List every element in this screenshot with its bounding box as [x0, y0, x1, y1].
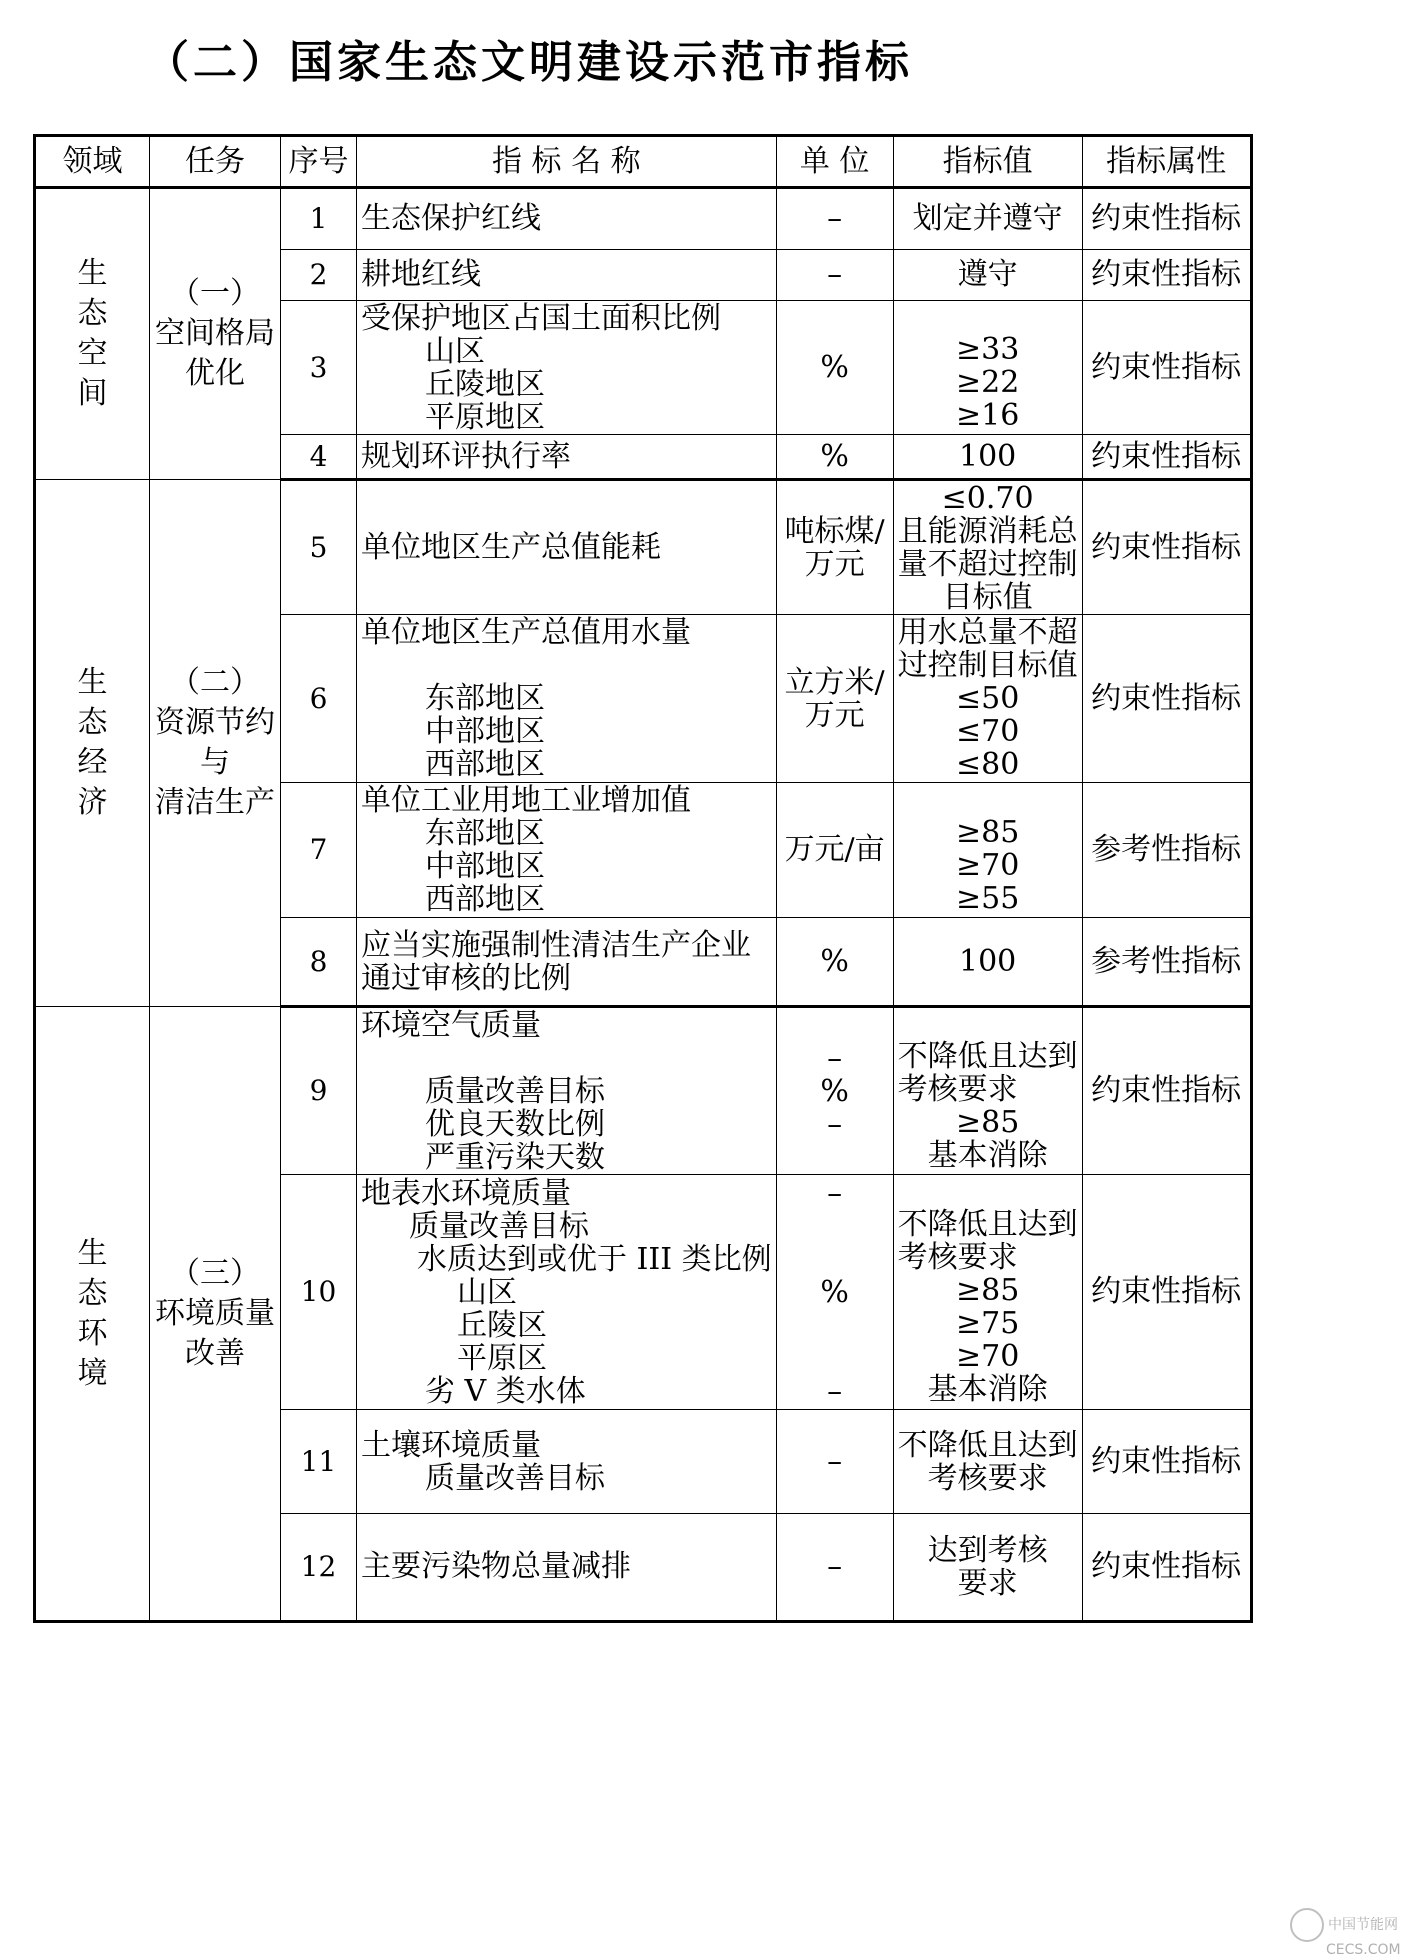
seq-cell: 5 — [281, 480, 357, 615]
name-cell: 环境空气质量 质量改善目标 优良天数比例 严重污染天数 — [357, 1007, 777, 1175]
attr-cell: 约束性指标 — [1082, 1007, 1251, 1175]
header-task: 任务 — [150, 136, 281, 188]
attr-cell: 约束性指标 — [1082, 250, 1251, 301]
seq-cell: 8 — [281, 918, 357, 1007]
domain-cell: 生 态 空 间 — [35, 188, 150, 480]
attr-cell: 约束性指标 — [1082, 480, 1251, 615]
header-unit: 单 位 — [776, 136, 893, 188]
task-cell: （三） 环境质量 改善 — [150, 1007, 281, 1622]
header-attr: 指标属性 — [1082, 136, 1251, 188]
header-seq: 序号 — [281, 136, 357, 188]
seq-cell: 3 — [281, 301, 357, 435]
seq-cell: 9 — [281, 1007, 357, 1175]
value-cell: 遵守 — [893, 250, 1082, 301]
seq-cell: 10 — [281, 1175, 357, 1410]
seq-cell: 11 — [281, 1410, 357, 1514]
name-cell: 规划环评执行率 — [357, 435, 777, 480]
attr-cell: 约束性指标 — [1082, 1175, 1251, 1410]
attr-cell: 约束性指标 — [1082, 615, 1251, 783]
name-cell: 主要污染物总量减排 — [357, 1514, 777, 1622]
value-cell: ≥85 ≥70 ≥55 — [893, 783, 1082, 918]
attr-cell: 约束性指标 — [1082, 1514, 1251, 1622]
seq-cell: 6 — [281, 615, 357, 783]
value-cell: 达到考核 要求 — [893, 1514, 1082, 1622]
header-domain: 领域 — [35, 136, 150, 188]
header-row — [35, 136, 1252, 188]
value-cell: ≤0.70 且能源消耗总 量不超过控制 目标值 — [893, 480, 1082, 615]
unit-cell: 立方米/ 万元 — [776, 615, 893, 783]
name-cell: 单位地区生产总值用水量 东部地区 中部地区 西部地区 — [357, 615, 777, 783]
unit-cell: – — [776, 188, 893, 250]
table-row — [35, 188, 1252, 250]
attr-cell: 参考性指标 — [1082, 918, 1251, 1007]
value-cell: 100 — [893, 918, 1082, 1007]
attr-cell: 约束性指标 — [1082, 1410, 1251, 1514]
attr-cell: 约束性指标 — [1082, 301, 1251, 435]
name-cell: 地表水环境质量 质量改善目标 水质达到或优于 III 类比例 山区 丘陵区 平原区 劣 V 类水体 — [357, 1175, 777, 1410]
seq-cell: 2 — [281, 250, 357, 301]
seq-cell: 4 — [281, 435, 357, 480]
name-cell: 应当实施强制性清洁生产企业 通过审核的比例 — [357, 918, 777, 1007]
value-cell: 不降低且达到 考核要求 — [893, 1410, 1082, 1514]
unit-cell: – — [776, 250, 893, 301]
task-cell: （一） 空间格局 优化 — [150, 188, 281, 480]
watermark: 中国节能网 CECS.COM — [1290, 1908, 1401, 1958]
domain-cell: 生 态 经 济 — [35, 480, 150, 1007]
unit-cell: – — [776, 1514, 893, 1622]
unit-cell: 万元/亩 — [776, 783, 893, 918]
seq-cell: 1 — [281, 188, 357, 250]
name-cell: 土壤环境质量 质量改善目标 — [357, 1410, 777, 1514]
header-value: 指标值 — [893, 136, 1082, 188]
attr-cell: 参考性指标 — [1082, 783, 1251, 918]
indicator-table — [33, 134, 1253, 1623]
unit-cell: – % – — [776, 1175, 893, 1410]
unit-cell: – — [776, 1410, 893, 1514]
attr-cell: 约束性指标 — [1082, 188, 1251, 250]
unit-cell: % — [776, 918, 893, 1007]
unit-cell: 吨标煤/ 万元 — [776, 480, 893, 615]
domain-cell: 生 态 环 境 — [35, 1007, 150, 1622]
seq-cell: 12 — [281, 1514, 357, 1622]
seq-cell: 7 — [281, 783, 357, 918]
name-cell: 单位地区生产总值能耗 — [357, 480, 777, 615]
value-cell: 用水总量不超 过控制目标值 ≤50 ≤70 ≤80 — [893, 615, 1082, 783]
attr-cell: 约束性指标 — [1082, 435, 1251, 480]
value-cell: ≥33 ≥22 ≥16 — [893, 301, 1082, 435]
value-cell: 不降低且达到 考核要求 ≥85 基本消除 — [893, 1007, 1082, 1175]
header-name: 指 标 名 称 — [357, 136, 777, 188]
watermark-logo-icon — [1290, 1908, 1324, 1942]
name-cell: 单位工业用地工业增加值 东部地区 中部地区 西部地区 — [357, 783, 777, 918]
name-cell: 耕地红线 — [357, 250, 777, 301]
task-cell: （二） 资源节约与 清洁生产 — [150, 480, 281, 1007]
value-cell: 划定并遵守 — [893, 188, 1082, 250]
name-cell: 生态保护红线 — [357, 188, 777, 250]
unit-cell: % — [776, 301, 893, 435]
value-cell: 不降低且达到 考核要求 ≥85 ≥75 ≥70 基本消除 — [893, 1175, 1082, 1410]
table-row — [35, 1007, 1252, 1175]
unit-cell: % — [776, 435, 893, 480]
name-cell: 受保护地区占国土面积比例 山区 丘陵地区 平原地区 — [357, 301, 777, 435]
table-row — [35, 480, 1252, 615]
page-title: （二）国家生态文明建设示范市指标 — [145, 37, 913, 88]
unit-cell: – % – — [776, 1007, 893, 1175]
value-cell: 100 — [893, 435, 1082, 480]
